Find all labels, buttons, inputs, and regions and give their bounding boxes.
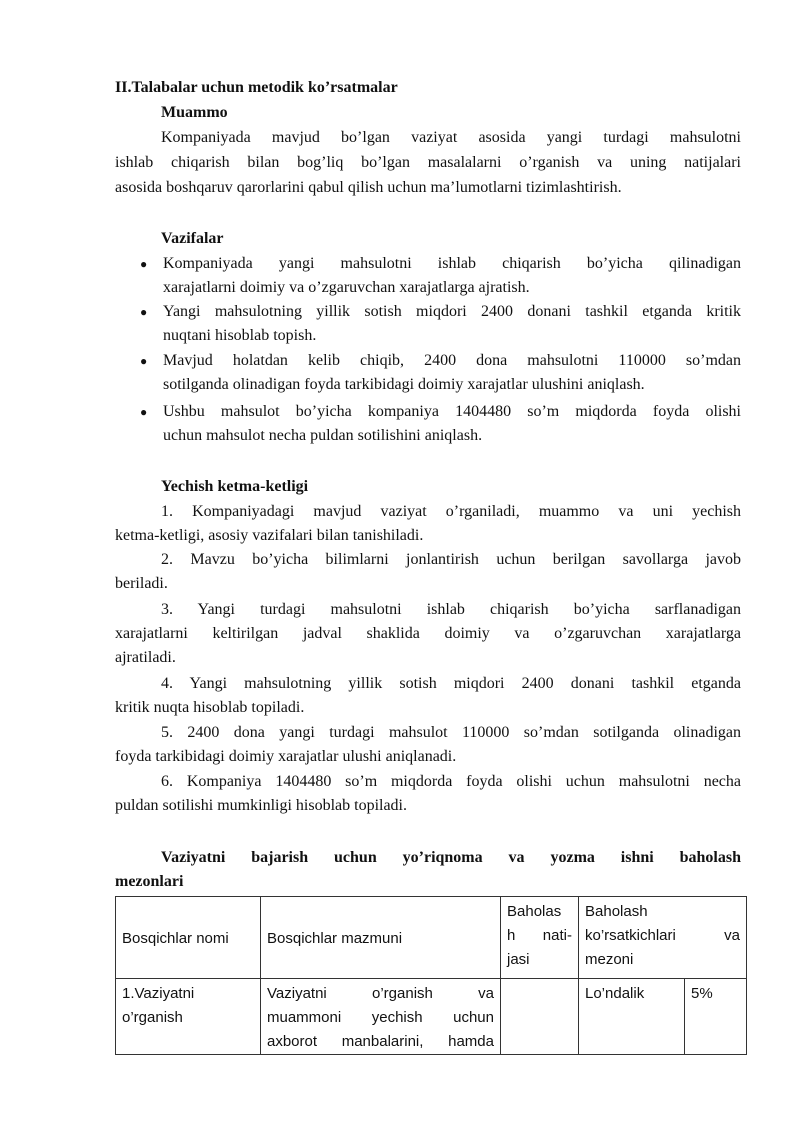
header-result: Baholas h nati- jasi xyxy=(501,897,579,979)
percent-cell: 5% xyxy=(685,979,747,1055)
step-item-line: kritik nuqta hisoblab topiladi. xyxy=(115,699,305,716)
table-row xyxy=(116,979,747,1055)
task-item-line: nuqtani hisoblab topish. xyxy=(163,327,317,344)
step-item-line: beriladi. xyxy=(115,575,168,592)
section-title: II.Talabalar uchun metodik ko’rsatmalar xyxy=(115,79,398,96)
stage-content-cell: Vaziyatni o’rganish va muammoni yechish uchun axborot manbalarini, hamda xyxy=(261,979,501,1055)
step-item-line: 4. Yangi mahsulotning yillik sotish miqdori 2400 donani tashkil etganda xyxy=(161,675,741,692)
step-item-line: ajratiladi. xyxy=(115,649,176,666)
criterion-cell: Lo’ndalik xyxy=(579,979,685,1055)
step-item-line: xarajatlarni keltirilgan jadval shaklida doimiy va o’zgaruvchan xarajatlarga xyxy=(115,625,741,642)
problem-text-line: ishlab chiqarish bilan bog’liq bo’lgan masalalarni o’rganish va uning natijalari xyxy=(115,154,741,171)
criteria-table xyxy=(115,896,747,1055)
task-item-line: xarajatlarni doimiy va o’zgaruvchan xarajatlarga ajratish. xyxy=(163,279,530,296)
header-stage-content: Bosqichlar mazmuni xyxy=(261,897,501,979)
table-header-row xyxy=(116,897,747,979)
bullet-icon: ● xyxy=(140,257,148,271)
steps-heading: Yechish ketma-ketligi xyxy=(161,478,309,495)
header-stage-name: Bosqichlar nomi xyxy=(116,897,261,979)
step-item-line: 1. Kompaniyadagi mavjud vaziyat o’rganiladi, muammo va uni yechish xyxy=(161,503,741,520)
bullet-icon: ● xyxy=(140,354,148,368)
stage-name-cell: 1.Vaziyatni o’rganish xyxy=(116,979,261,1055)
step-item-line: 5. 2400 dona yangi turdagi mahsulot 110000 so’mdan sotilganda olinadigan xyxy=(161,724,741,741)
task-item-line: Ushbu mahsulot bo’yicha kompaniya 1404480 so’m miqdorda foyda olishi xyxy=(163,403,741,420)
task-item-line: Yangi mahsulotning yillik sotish miqdori 2400 donani tashkil etganda kritik xyxy=(163,303,741,320)
step-item-line: 2. Mavzu bo’yicha bilimlarni jonlantirish uchun berilgan savollarga javob xyxy=(161,551,741,568)
task-item-line: uchun mahsulot necha puldan sotilishini aniqlash. xyxy=(163,427,483,444)
task-item-line: Kompaniyada yangi mahsulotni ishlab chiqarish bo’yicha qilinadigan xyxy=(163,255,741,272)
tasks-heading: Vazifalar xyxy=(161,230,224,247)
guide-heading-line: Vaziyatni bajarish uchun yo’riqnoma va yozma ishni baholash xyxy=(161,849,741,866)
problem-text-line: Kompaniyada mavjud bo’lgan vaziyat asosida yangi turdagi mahsulotni xyxy=(161,129,741,146)
bullet-icon: ● xyxy=(140,305,148,319)
task-item-line: Mavjud holatdan kelib chiqib, 2400 dona mahsulotni 110000 so’mdan xyxy=(163,352,741,369)
step-item-line: 6. Kompaniya 1404480 so’m miqdorda foyda olishi uchun mahsulotni necha xyxy=(161,773,741,790)
result-cell xyxy=(501,979,579,1055)
step-item-line: puldan sotilishi mumkinligi hisoblab topiladi. xyxy=(115,797,407,814)
task-item-line: sotilganda olinadigan foyda tarkibidagi doimiy xarajatlar ulushini aniqlash. xyxy=(163,376,645,393)
header-criteria: Baholash ko’rsatkichlari va mezoni xyxy=(579,897,747,979)
guide-heading-line: mezonlari xyxy=(115,873,184,890)
problem-text-line: asosida boshqaruv qarorlarini qabul qilish uchun ma’lumotlarni tizimlashtirish. xyxy=(115,179,622,196)
step-item-line: foyda tarkibidagi doimiy xarajatlar ulushi aniqlanadi. xyxy=(115,748,457,765)
step-item-line: ketma-ketligi, asosiy vazifalari bilan tanishiladi. xyxy=(115,527,424,544)
problem-heading: Muammo xyxy=(161,104,228,121)
bullet-icon: ● xyxy=(140,405,148,419)
step-item-line: 3. Yangi turdagi mahsulotni ishlab chiqarish bo’yicha sarflanadigan xyxy=(161,601,741,618)
